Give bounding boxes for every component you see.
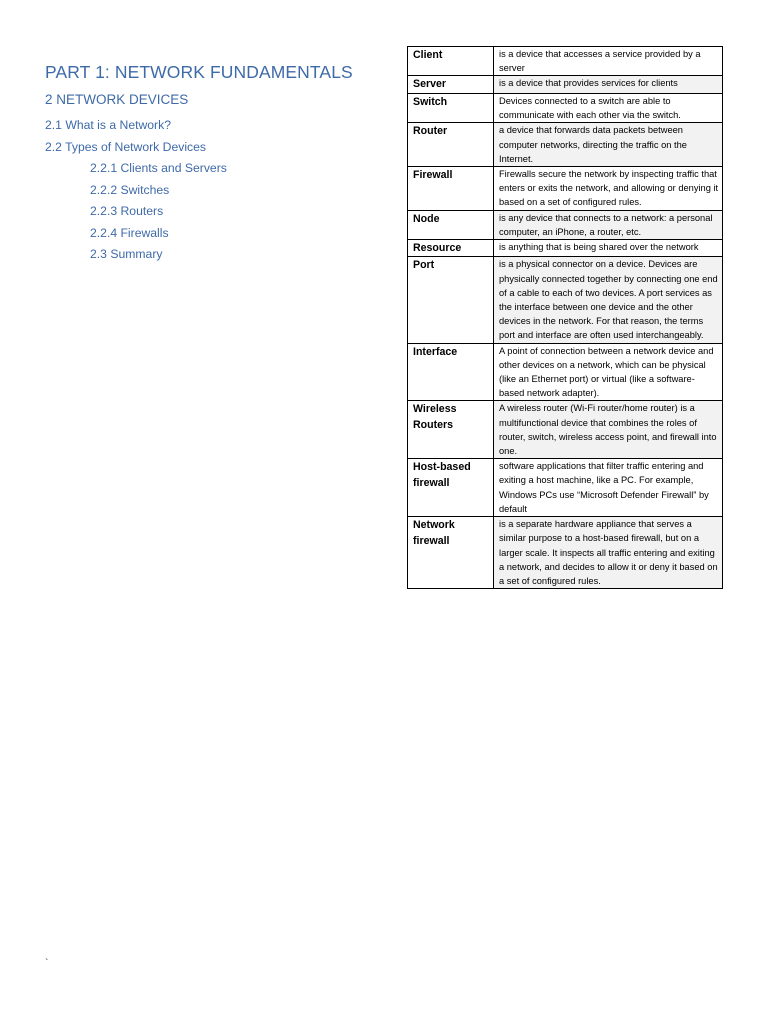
term-cell: Node [408,210,494,239]
term-cell: Wireless Routers [408,401,494,459]
table-row [408,343,723,401]
term-cell: Router [408,123,494,167]
table-row [408,401,723,459]
toc-entries [45,115,385,266]
term-cell: Port [408,257,494,343]
table-row [408,459,723,517]
table-row [408,239,723,257]
definition-cell: Firewalls secure the network by inspecting traffic that enters or exits the network, and allowing or denying it based on a set of configured rules. [494,166,723,210]
table-row [408,210,723,239]
term-cell: Network firewall [408,517,494,589]
definition-cell: is anything that is being shared over the network [494,239,723,257]
toc-entry[interactable]: 2.2 Types of Network Devices [45,139,206,154]
term-cell: Interface [408,343,494,401]
term-cell: Client [408,47,494,76]
definition-cell: is a physical connector on a device. Devices are physically connected together by connecting one end of a cable to each of two devices. A port services as the interface between one device and the other devices in the network. For that reason, the terms port and interface are often used interchangeably. [494,257,723,343]
footer-mark: ` [45,958,49,969]
definition-cell: is any device that connects to a network: a personal computer, an iPhone, a router, etc. [494,210,723,239]
table-row [408,517,723,589]
toc-entry[interactable]: 2.2.2 Switches [90,182,170,197]
part-heading: PART 1: NETWORK FUNDAMENTALS [45,62,353,82]
toc-entry[interactable]: 2.2.3 Routers [90,204,164,218]
toc-entry[interactable]: 2.2.4 Firewalls [90,225,169,240]
toc-entry[interactable]: 2.3 Summary [90,247,163,261]
table-row [408,47,723,76]
definition-cell: software applications that filter traffic entering and exiting a host machine, like a PC. For example, Windows PCs use “Microsoft Defender Firewall” by default [494,459,723,517]
term-cell: Host-based firewall [408,459,494,517]
glossary-table [407,46,723,589]
table-row [408,123,723,167]
toc-entry[interactable]: 2.1 What is a Network? [45,118,171,132]
table-row [408,76,723,94]
definition-cell: is a device that accesses a service provided by a server [494,47,723,76]
term-cell: Resource [408,239,494,257]
definition-cell: A wireless router (Wi-Fi router/home router) is a multifunctional device that combines the roles of router, switch, wireless access point, and firewall into one. [494,401,723,459]
chapter-heading: 2 NETWORK DEVICES [45,92,189,107]
definition-cell: is a device that provides services for clients [494,76,723,94]
toc-entry[interactable]: 2.2.1 Clients and Servers [90,161,227,175]
definition-cell: Devices connected to a switch are able to communicate with each other via the switch. [494,93,723,122]
definition-cell: a device that forwards data packets between computer networks, directing the traffic on the Internet. [494,123,723,167]
term-cell: Switch [408,93,494,122]
table-row [408,166,723,210]
table-of-contents [45,62,385,266]
table-row [408,257,723,343]
definition-cell: is a separate hardware appliance that serves a similar purpose to a host-based firewall, but on a larger scale. It inspects all traffic entering and exiting a network, and decides to allow it or deny it based on a set of configured rules. [494,517,723,589]
term-cell: Server [408,76,494,94]
definition-cell: A point of connection between a network device and other devices on a network, which can be physical (like an Ethernet port) or virtual (like a software-based network adapter). [494,343,723,401]
term-cell: Firewall [408,166,494,210]
table-row [408,93,723,122]
